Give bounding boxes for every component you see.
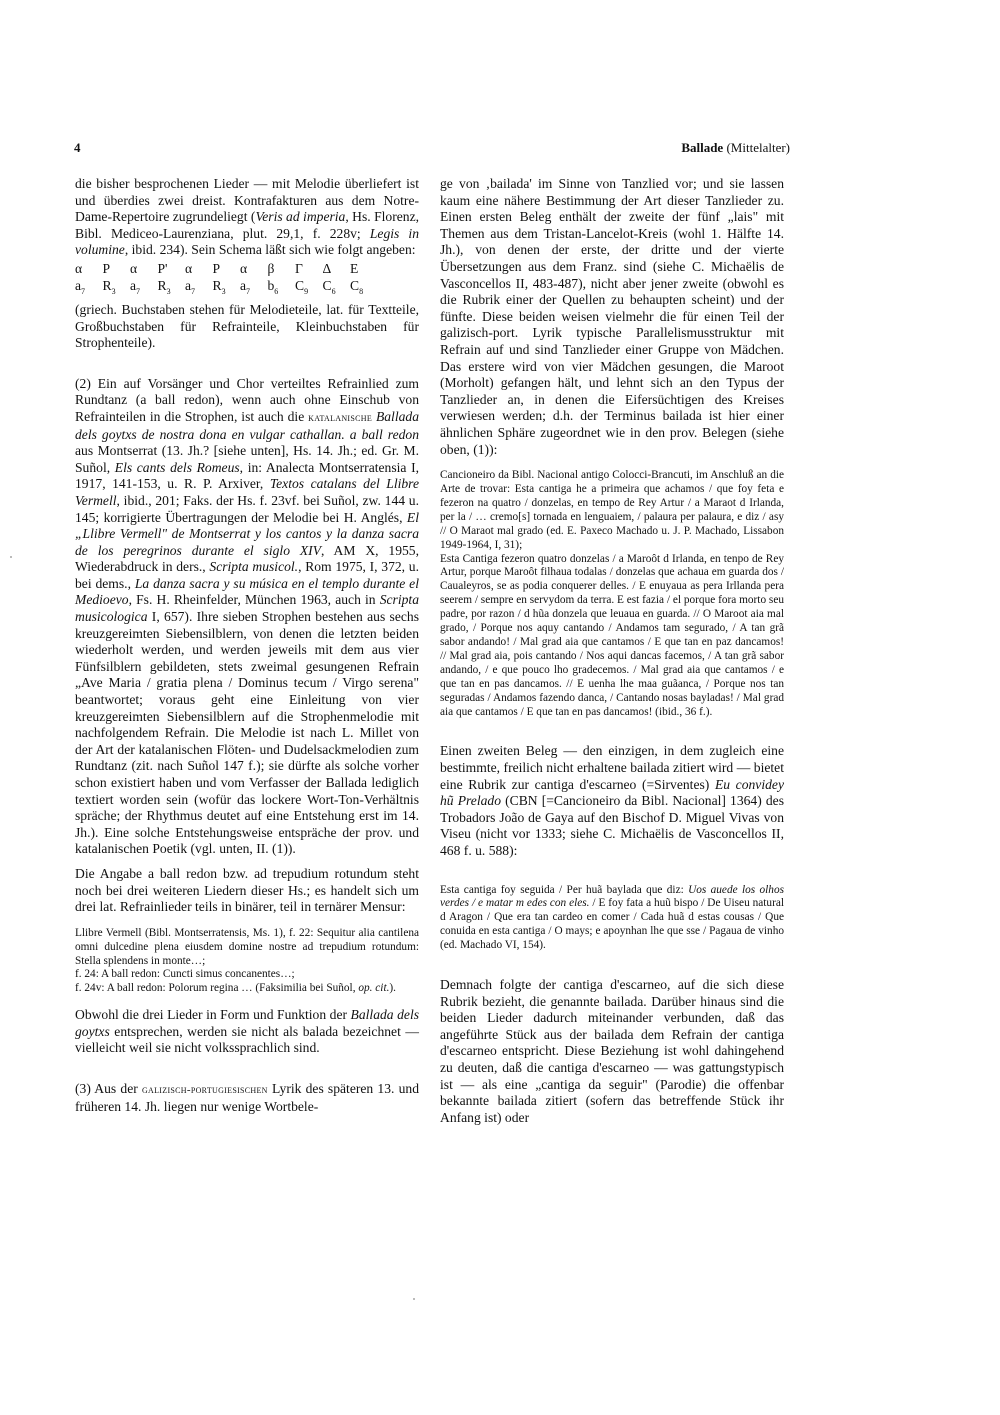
right-column [440, 176, 784, 1126]
quote-line: Esta Cantiga fezeron quatro donzelas / a Maroôt d Irlanda, en tenpo de Rey Artur, porque Maroôt filhaua todalas / donzelas que achaua em guarda dos / Caualeyros, se as podia conquerer delles. / E enuyaua as pera Irllanda pera seerem / sempre en servydom da terra. E est fazia / el porque fora morto seu padre, por razon / d hũa donzela que leuaua en guarda. // O Maroot aia mal grado, / Porque nos aquy cantando / Andamos tam segurado, / A tan grã sabor andando! / Mal grad aia que cantamos / E que tan en paz dancamos! // Mal grad aia, pois cantando / Nos aqui dancas facemos, / A tan grã sabor andando, / e que pouco lho gradecemos. / Mal grad aia que cantamos / e que tan en pas dancamos. // E uenha lhe maa guãanca, / Porque nos tan seguradas / Andamos fazendo danca, / Cantando nosas bayladas! / Mal grad aia que cantamos / E que tan en pas dancamos! (ibid., 36 f.). [440, 552, 784, 718]
paragraph-schema-legend: (griech. Buchstaben stehen für Melodieteile, lat. für Textteile, Großbuchstaben für Refrainteile, Kleinbuchstaben für Strophenteile). [75, 301, 419, 351]
schema-text-symbol: $R_3$ [212, 277, 226, 296]
quote-line: Llibre Vermell (Bibl. Montserratensis, Ms. 1), f. 22: Sequitur alia cantilena omni dulcedine plena eiusdem domine nostre ad trepudium rotundum: Stella splendens in monte…; [75, 926, 419, 967]
schema-melody-symbol: Ρ [102, 260, 111, 276]
schema-syllable-count: 3 [111, 286, 116, 296]
running-head-title: Ballade [681, 140, 724, 155]
schema-text-symbol: $C_9$ [295, 277, 309, 296]
schema-text-symbol: $a_7$ [75, 277, 86, 296]
schema-text-row [75, 278, 405, 300]
paragraph-bailada: ge von ‚bailada' im Sinne von Tanzlied vor; und sie lassen kaum eine nähere Bestimmung der Art dieser Tanzlieder zu. Einen ersten Beleg enthält der zweite der fünf „lais" mit Themen aus dem Tristan-Lancelot-Kreis (wohl 1. Hälfte 14. Jh.), von denen der erste, der dritte und der vierte Übersetzungen aus dem Franz. sind (siehe C. Michaëlis de Vasconcellos II, 483-487), nicht aber jener zweite (obwohl es die Rubrik einer der Quellen zu behaupten scheint) und der fünfte. Diese beiden weisen vielmehr die für einen Teil der galizisch-port. Lyrik typische Parallelismusstruktur mit Refrain auf und sind Tanzlieder einer Gruppe von Mädchen. Das erstere wird von vier Mädchen gesungen, die Maroot (Morholt) gefangen hält, und lehnt sich an den Typus der Tanzlieder an, in denen die Eifersüchtigen des Kreises verwiesen werden; d.h. der Terminus bailada ist hier einer ähnlichen Sphäre zugeordnet wie in den prov. Belegen (siehe oben, (1)): [440, 176, 784, 457]
melody-schema [75, 261, 419, 300]
paragraph-ballada-form: Obwohl die drei Lieder in Form und Funktion der Ballada dels goytxs entsprechen, werden sie nicht als balada bezeichnet — vielleicht weil sie nicht volkssprachlich sind. [75, 1007, 420, 1056]
left-column [75, 176, 419, 1115]
schema-syllable-count: 7 [81, 286, 86, 296]
schema-melody-symbol: α [240, 260, 248, 276]
schema-melody-symbol: α [130, 260, 138, 276]
schema-text-symbol: $C_6$ [322, 277, 336, 296]
schema-text-symbol [378, 278, 406, 300]
quote-cancioneiro [440, 469, 784, 719]
paragraph-demnach: Demnach folgte der cantiga d'escarneo, auf die sich diese Rubrik bezieht, die genannte bailada. Darüber hinaus sind die beiden Lieder dadurch miteinander verbunden, daß das angeführte Stück aus der bailada dem Refrain der cantiga d'escarneo entspricht. Diese Beziehung ist wohl dahingehend zu deuten, daß die cantiga d'escarneo — was gattungstypisch ist — als eine „cantiga da seguir" (Parodie) die offenbar bekannte bailada zitiert (sofern das betreffende Stück ihr Anfang ist) oder [440, 977, 784, 1125]
paragraph-second-beleg: Einen zweiten Beleg — den einzigen, in dem zugleich eine bestimmte, freilich nicht erhaltene bailada zitiert wird — bietet eine Rubrik zur cantiga d'escarneo (=Sirventes) Eu convidey hũ Prelado (CBN [=Cancioneiro da Bibl. Nacional] 1364) des Trobadors João de Gaya auf den Bischof D. Miguel Vivas von Viseu (nicht vor 1333; siehe C. Michaëlis de Vasconcellos II, 468 f. u. 588): [440, 743, 784, 858]
schema-melody-symbol: β [267, 260, 275, 276]
schema-text-symbol: $R_3$ [102, 277, 116, 296]
quote-line: f. 24v: A ball redon: Polorum regina … (Faksimilia bei Suñol, op. cit.). [75, 982, 396, 995]
schema-melody-symbol: Ρ' [157, 260, 168, 276]
page-number: 4 [74, 140, 81, 155]
schema-syllable-count: 9 [304, 286, 309, 296]
quote-rubrik: Esta cantiga foy seguida / Per huã baylada que diz: Uos auede los olhos verdes / e matar m edes con eles. / E foy fata a huũ bispo / De Uiseu natural d Aragon / Que era tan cardeo en comer / Cada huã d estas cousas / Que conuida en esta cantiga / O mays; e apoynhan lhe que sse / Pagaua de vinho (ed. Machado VI, 154). [440, 883, 784, 952]
bottom-speck [413, 1298, 415, 1300]
paragraph-galician: (3) Aus der galizisch-portugiesischen Lyrik des späteren 13. und früheren 14. Jh. liegen nur wenige Wortbele- [75, 1081, 420, 1114]
quote-llibre-vermell [75, 927, 419, 997]
schema-text-symbol: $a_7$ [240, 277, 251, 296]
running-head-subtitle: (Mittelalter) [723, 140, 790, 155]
quote-line: f. 24: A ball redon: Cuncti simus concanentes…; [75, 968, 295, 981]
schema-melody-symbol: Γ [295, 260, 303, 276]
paragraph-schema-intro: die bisher besprochenen Lieder — mit Melodie überliefert ist und überdies zwei dreist. Kontrafakturen aus dem Notre-Dame-Repertoire zugrundeliegt (Veris ad imperia, Hs. Florenz, Bibl. Mediceo-Laurenziana, plut. 29,1, f. 228v; Legis in volumine, ibid. 234). Sein Schema läßt sich wie folgt angeben: [75, 176, 420, 258]
schema-melody-symbol: α [185, 260, 193, 276]
paragraph-catalan: (2) Ein auf Vorsänger und Chor verteiltes Refrainlied zum Rundtanz (a ball redon), wenn auch ohne Einschub von Refrainteilen in die Strophen, ist auch die katalanische Ballada dels goytxs de nostra dona en vulgar cathallan. a ball redon aus Montserrat (13. Jh.? [siehe unten], Hs. 14. Jh.; ed. Gr. M. Suñol, Els cants dels Romeus, in: Analecta Montserratensia I, 1917, 141-153, u. R. P. Arxiver, Textos catalans del Llibre Vermell, ibid., 201; Faks. der Hs. f. 23vf. bei Suñol, zw. 144 u. 145; korrigierte Übertragungen der Melodie bei H. Anglés, El „Llibre Vermell" de Montserrat y los cantos y la danza sacra de los peregrinos durante el siglo XIV, AM X, 1955, Wiederabdruck in ders., Scripta musicol., Rom 1975, I, 372, u. bei dems., La danza sacra y su música en el templo durante el Medioevo, Fs. H. Rheinfelder, München 1963, auch in Scripta musicologica I, 657). Ihre sieben Strophen bestehen aus sechs kreuzgereimten Siebensilblern, von denen die letzten beiden wiederholt werden, und werden jeweils mit dem aus vier Fünfsilblern gebildeten, stets zweimal gesungenen Refrain „Ave Maria / gratia plena / Dominus tecum / Virgo serena" beantwortet; voraus geht eine Einleitung von vier kreuzgereimten Siebensilblern auf die Strophenmelodie mit nachfolgendem Refrain. Die Melodie ist nach L. Millet von der Art der katalanischen Flöten- und Dudelsackmelodien zum Rundtanz (zit. nach Suñol 147 f.); sie dürfte als solche vorher schon existiert haben und vom Verfasser der Ballada lediglich textiert worden sein (wofür das lockere Wort-Ton-Verhältnis spräche; der Rhythmus deutet auf eine Entstehung erst im 14. Jh.). Eine solche Entstehungsweise entspräche der prov. und katalanischen Poetik (vgl. unten, II. (1)). [75, 375, 419, 857]
schema-melody-symbol: Ρ [212, 260, 221, 276]
schema-syllable-count: 3 [166, 286, 171, 296]
quote-line: Cancioneiro da Bibl. Nacional antigo Colocci-Brancuti, im Anschluß an die Arte de trovar: Esta cantiga he a primeira que achamos / que foy feta e fezeron na quatro / donzelas, en tempo de Rey Artur / a Maraot d Irlanda, per la / … cremo[s] tornada en lenguaiem, / palaura per palaura, e diz / asy // O Maraot mal grado (ed. E. Paxeco Machado u. J. P. Machado, Lissabon 1949-1964, I, 31); [440, 469, 784, 551]
schema-syllable-count: 3 [221, 286, 226, 296]
margin-speck [10, 556, 12, 558]
schema-melody-symbol: Ε [350, 260, 359, 276]
schema-melody-row [75, 261, 405, 278]
schema-text-symbol: $a_7$ [130, 277, 141, 296]
schema-syllable-count: 7 [191, 286, 196, 296]
schema-text-symbol: $C_8$ [350, 277, 364, 296]
paragraph-ball-redon: Die Angabe a ball redon bzw. ad trepudium rotundum steht noch bei drei weiteren Liedern dieser Hs.; es handelt sich um drei lat. Refrainlieder teils in binärer, teil in ternärer Mensur: [75, 865, 419, 915]
running-head [681, 140, 790, 156]
schema-text-symbol: $a_7$ [185, 277, 196, 296]
schema-text-symbol: $b_6$ [267, 277, 279, 296]
schema-syllable-count: 6 [331, 286, 336, 296]
schema-melody-symbol: Δ [322, 260, 332, 276]
schema-syllable-count: 7 [136, 286, 141, 296]
schema-syllable-count: 6 [274, 286, 279, 296]
schema-melody-symbol: α [75, 260, 83, 276]
schema-melody-symbol [378, 261, 406, 278]
schema-text-symbol: $R_3$ [157, 277, 171, 296]
schema-syllable-count: 7 [246, 286, 251, 296]
schema-syllable-count: 8 [359, 286, 364, 296]
